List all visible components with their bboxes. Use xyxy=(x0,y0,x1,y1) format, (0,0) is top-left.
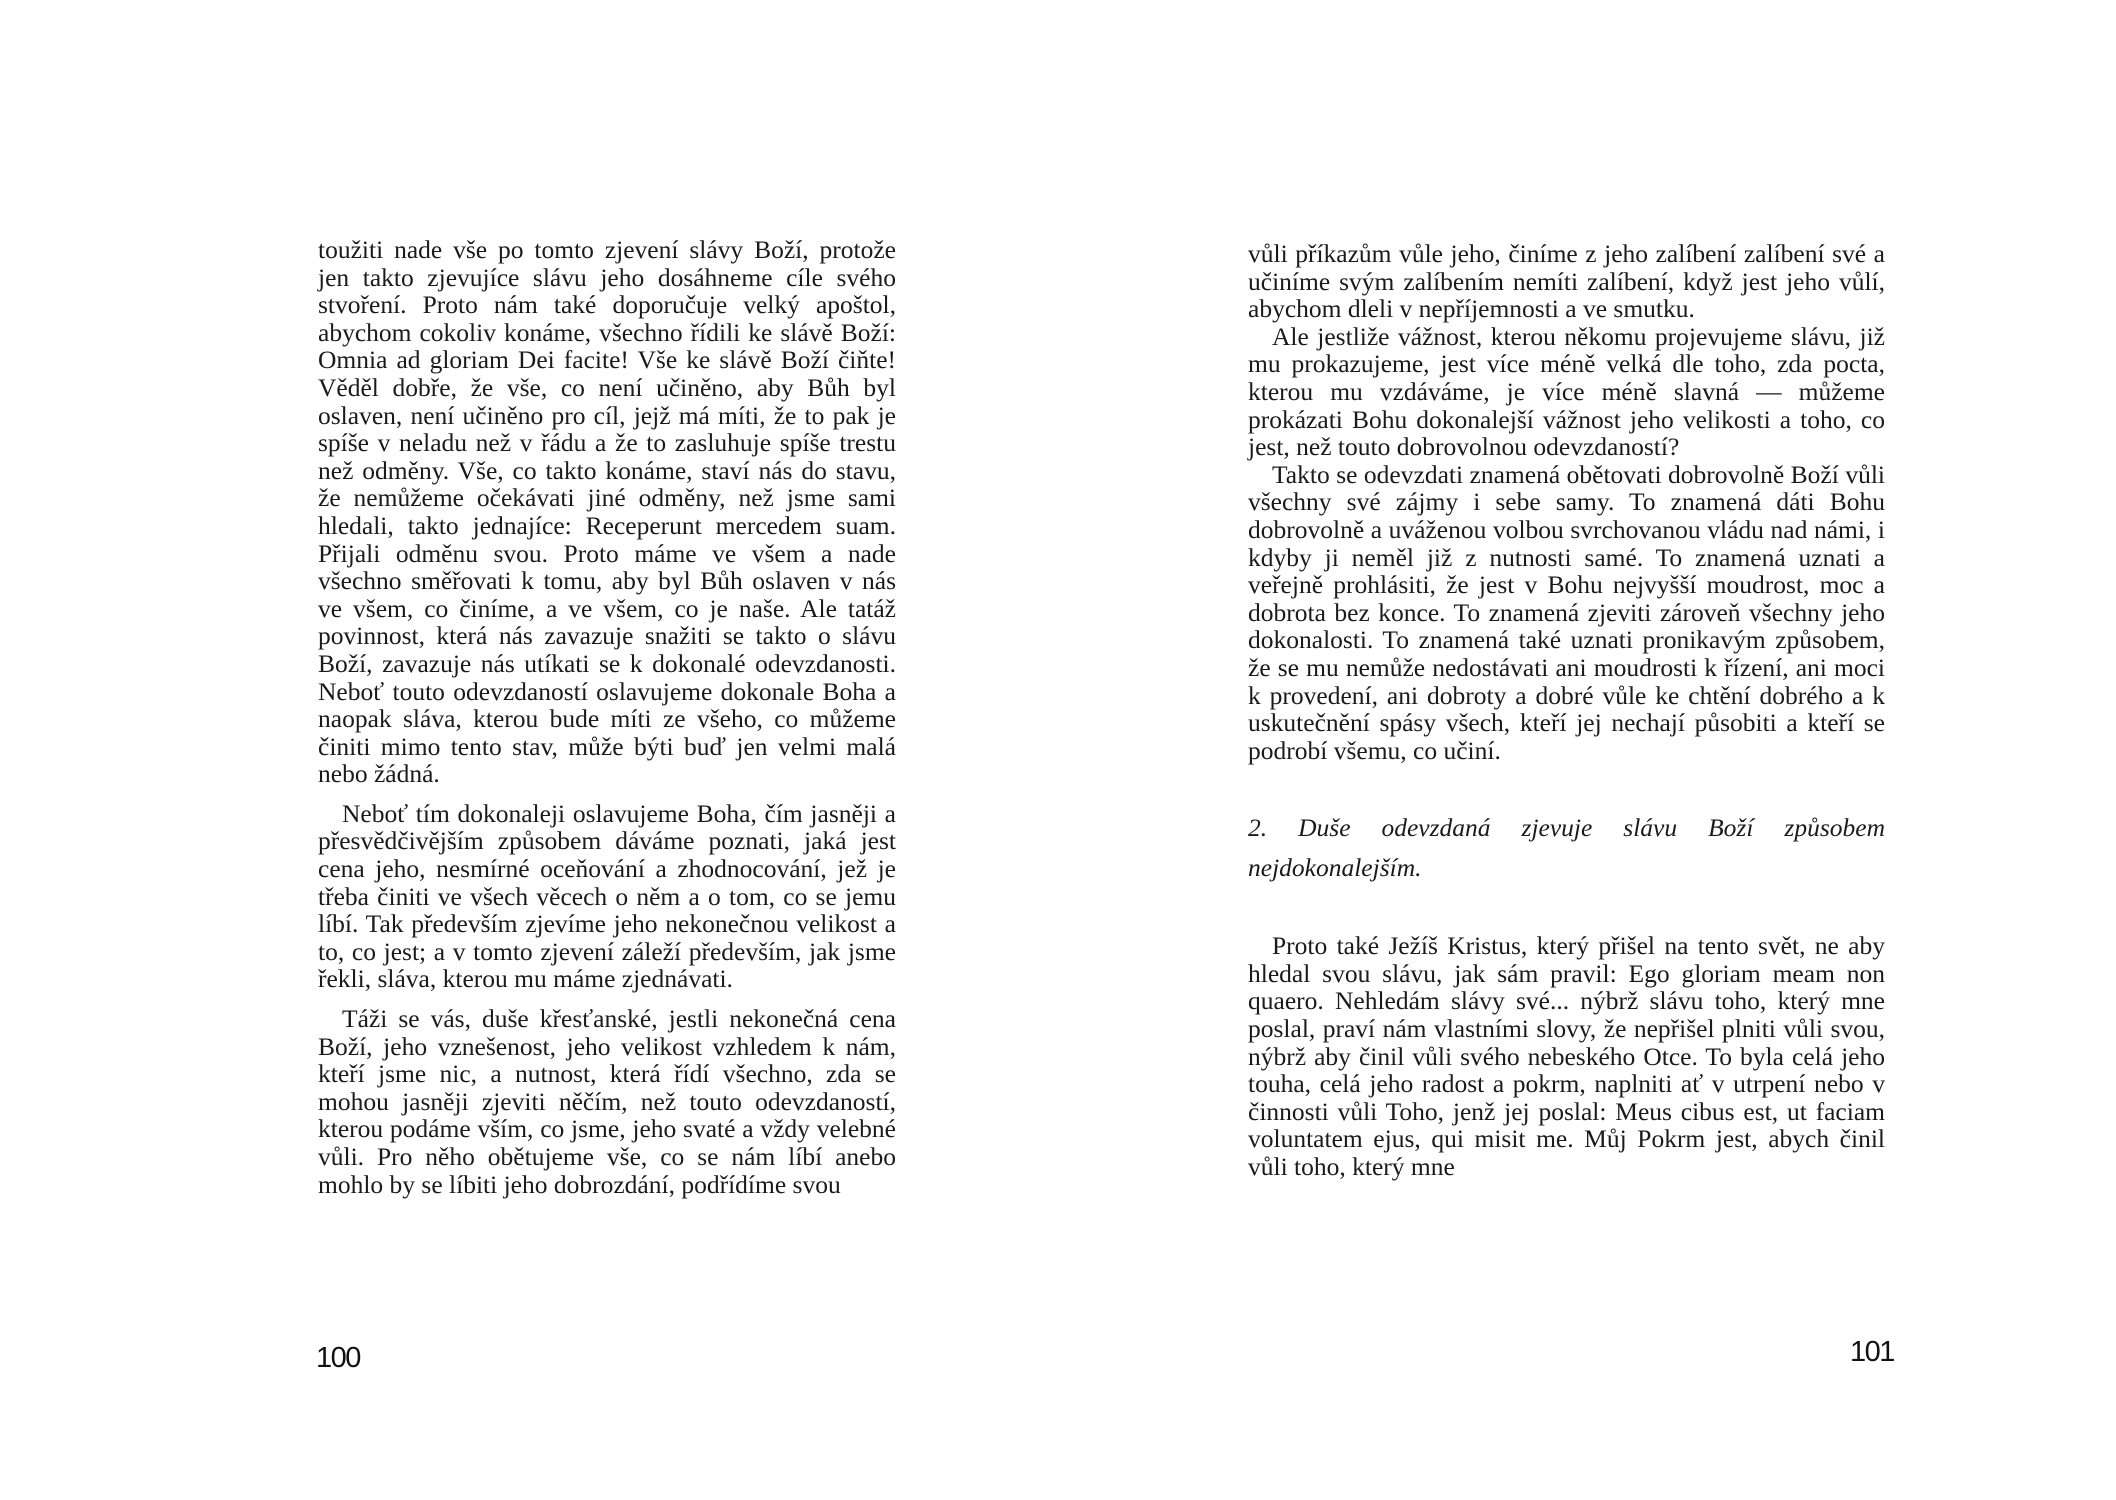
right-paragraph-4: Proto také Ježíš Kristus, který přišel na tento svět, ne aby hledal svou slávu, jak sám pravil: Ego gloriam meam non quaero. Nehledám slávy své... nýbrž slávu toho, který mne poslal, praví nám vlastními slovy, že nepřišel plniti vůli svou, nýbrž aby činil vůli svého nebeského Otce. To byla celá jeho touha, celá jeho radost a pokrm, naplniti ať v utrpení nebo v činnosti vůli Toho, jenž jej poslal: Meus cibus est, ut faciam voluntatem ejus, qui misit me. Můj Pokrm jest, abych činil vůli toho, který mne xyxy=(1248,931,1885,1182)
right-paragraph-1: vůli příkazům vůle jeho, činíme z jeho zalíbení zalíbení své a učiníme svým zalíbením nemíti zalíbení, když jest jeho vůlí, abychom dleli v nepříjemnosti a ve smutku. xyxy=(1248,239,1885,324)
left-page-body xyxy=(318,236,896,1198)
section-heading: 2. Duše odevzdaná zjevuje slávu Boží způsobem nejdokonalejším. xyxy=(1248,813,1885,883)
right-page-body xyxy=(1248,240,1885,1181)
left-paragraph-2: Neboť tím dokonaleji oslavujeme Boha, čím jasněji a přesvědčivějším způsobem dáváme poznati, jaká jest cena jeho, nesmírné oceňování a zhodnocování, jež je třeba činiti ve všech věcech o něm a o tom, co se jemu líbí. Tak především zjevíme jeho nekonečnou velikost a to, co jest; a v tomto zjevení záleží především, jak jsme řekli, sláva, kterou mu máme zjednávati. xyxy=(318,798,896,994)
right-paragraph-3: Takto se odevzdati znamená obětovati dobrovolně Boží vůli všechny své zájmy i sebe samy. To znamená dáti Bohu dobrovolně a uváženou volbou svrchovanou vládu nad námi, i kdyby ji neměl již z nutnosti samé. To znamená uznati a veřejně prohlásiti, že jest v Bohu nejvyšší moudrost, moc a dobrota bez konce. To znamená zjeviti zároveň všechny jeho dokonalosti. To znamená také uznati pronikavým způsobem, že se mu nemůže nedostávati ani moudrosti k řízení, ani moci k provedení, ani dobroty a dobré vůle ke chtění dobrého a k uskutečnění spásy všech, kteří jej nechají působiti a kteří se podrobí všemu, co učiní. xyxy=(1248,459,1885,765)
page-number-right: 101 xyxy=(1850,1336,1894,1368)
page-number-left: 100 xyxy=(316,1342,360,1374)
left-paragraph-1: toužiti nade vše po tomto zjevení slávy Boží, protože jen takto zjevujíce slávu jeho dosáhneme cíle svého stvoření. Proto nám také doporučuje velký apoštol, abychom cokoliv konáme, všechno řídili ke slávě Boží: Omnia ad gloriam Dei facite! Vše ke slávě Boží čiňte! Věděl dobře, že vše, co není učiněno, aby Bůh byl oslaven, není učiněno pro cíl, jejž má míti, že to pak je spíše v neladu než v řádu a že to zasluhuje spíše trestu než odměny. Vše, co takto konáme, staví nás do stavu, že nemůžeme očekávati jiné odměny, než jsme sami hledali, takto jednajíce: Receperunt mercedem suam. Přijali odměnu svou. Proto máme ve všem a nade všechno směřovati k tomu, aby byl Bůh oslaven v nás ve všem, co činíme, a ve všem, co je naše. Ale tatáž povinnost, která nás zavazuje snažiti se takto o slávu Boží, zavazuje nás utíkati se k dokonalé odevzdanosti. Neboť touto odevzdaností oslavujeme dokonale Boha a naopak sláva, kterou bude míti ze všeho, co můžeme činiti mimo tento stav, může býti buď jen velmi malá nebo žádná. xyxy=(318,235,896,789)
right-paragraph-2: Ale jestliže vážnost, kterou někomu projevujeme slávu, již mu prokazujeme, jest více méně velká dle toho, zda pocta, kterou mu vzdáváme, je více méně slavná — můžeme prokázati Bohu dokonalejší vážnost jeho velikosti a toho, co jest, než touto dobrovolnou odevzdaností? xyxy=(1248,321,1885,462)
left-paragraph-3: Táži se vás, duše křesťanské, jestli nekonečná cena Boží, jeho vznešenost, jeho velikost vzhledem k nám, kteří jsme nic, a nutnost, která řídí všechno, zda se mohou jasněji zjeviti něčím, než touto odevzdaností, kterou podáme vším, co jsme, jeho svaté a vždy velebné vůli. Pro něho obětujeme vše, co se nám líbí anebo mohlo by se líbiti jeho dobrozdání, podřídíme svou xyxy=(318,1004,896,1199)
right-page xyxy=(1058,0,2116,1500)
